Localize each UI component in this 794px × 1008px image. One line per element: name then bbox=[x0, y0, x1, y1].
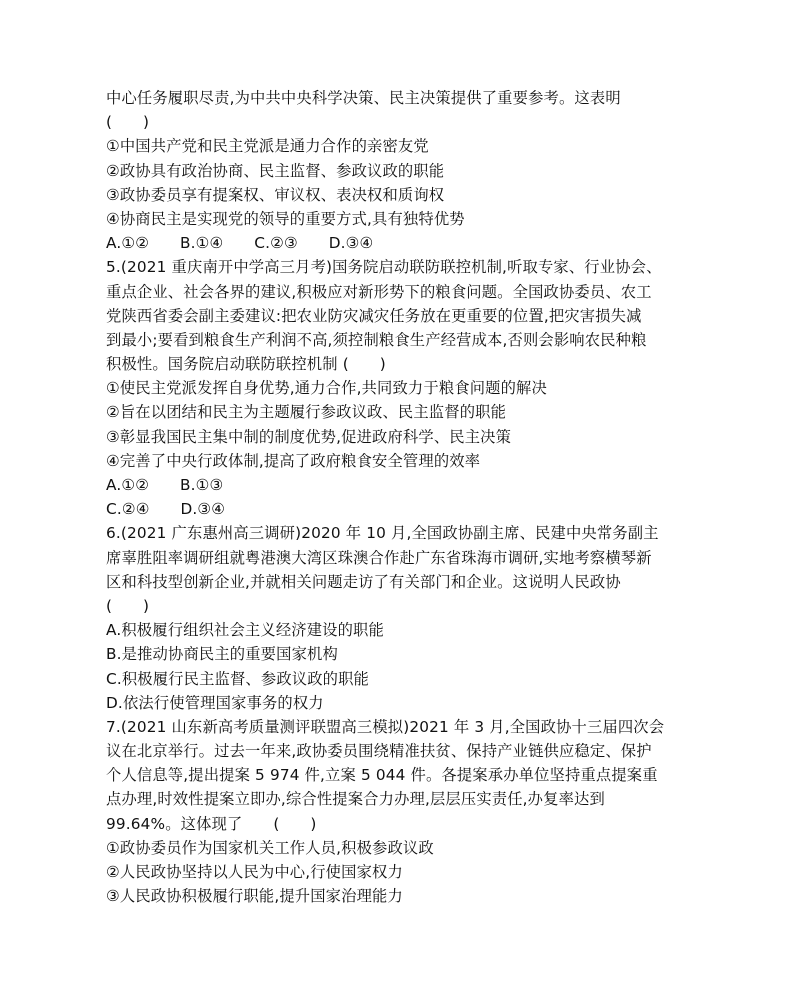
choice-line: A.①② B.①④ C.②③ D.③④ bbox=[106, 234, 374, 253]
text-line: 中心任务履职尽责,为中共中央科学决策、民主决策提供了重要参考。这表明 bbox=[106, 89, 621, 107]
choice-line: D.依法行使管理国家事务的权力 bbox=[106, 693, 324, 712]
text-line: 区和科技型创新企业,并就相关问题走访了有关部门和企业。这说明人民政协 bbox=[106, 572, 621, 591]
choice-line: C.积极履行民主监督、参政议政的职能 bbox=[106, 669, 369, 688]
text-line: 议在北京举行。过去一年来,政协委员围绕精准扶贫、保持产业链供应稳定、保护 bbox=[106, 742, 652, 761]
text-line: 99.64%。这体现了 ( ) bbox=[106, 814, 317, 833]
text-line: 积极性。国务院启动联防联控机制 ( ) bbox=[106, 355, 386, 374]
question-5-line: 5.(2021 重庆南开中学高三月考)国务院启动联防联控机制,听取专家、行业协会、 bbox=[106, 258, 662, 277]
text-line: 个人信息等,提出提案 5 974 件,立案 5 044 件。各提案承办单位坚持重点提案重 bbox=[106, 766, 658, 785]
option-line: ②旨在以团结和民主为主题履行参政议政、民主监督的职能 bbox=[106, 403, 507, 422]
text-line: 重点企业、社会各界的建议,积极应对新形势下的粮食问题。全国政协委员、农工 bbox=[106, 282, 652, 301]
answer-bracket: ( ) bbox=[106, 113, 150, 132]
option-line: ③彰显我国民主集中制的制度优势,促进政府科学、民主决策 bbox=[106, 427, 512, 446]
text-line: 点办理,时效性提案立即办,综合性提案合力办理,层层压实责任,办复率达到 bbox=[106, 790, 605, 809]
choice-line: C.②④ D.③④ bbox=[106, 500, 226, 519]
option-line: ③政协委员享有提案权、审议权、表决权和质询权 bbox=[106, 185, 445, 204]
option-line: ①政协委员作为国家机关工作人员,积极参政议政 bbox=[106, 838, 434, 857]
option-line: ③人民政协积极履行职能,提升国家治理能力 bbox=[106, 887, 403, 906]
option-line: ④完善了中央行政体制,提高了政府粮食安全管理的效率 bbox=[106, 451, 481, 470]
option-line: ④协商民主是实现党的领导的重要方式,具有独特优势 bbox=[106, 209, 465, 228]
option-line: ①中国共产党和民主党派是通力合作的亲密友党 bbox=[106, 137, 429, 156]
choice-line: B.是推动协商民主的重要国家机构 bbox=[106, 645, 338, 664]
text-line: 到最小;要看到粮食生产利润不高,须控制粮食生产经营成本,否则会影响农民种粮 bbox=[106, 330, 647, 349]
choice-line: A.①② B.①③ bbox=[106, 476, 224, 494]
text-line: 席辜胜阻率调研组就粤港澳大湾区珠澳合作赴广东省珠海市调研,实地考察横琴新 bbox=[106, 548, 652, 567]
text-line: 党陕西省委会副主委建议:把农业防灾减灾任务放在更重要的位置,把灾害损失减 bbox=[106, 306, 642, 325]
choice-line: A.积极履行组织社会主义经济建设的职能 bbox=[106, 621, 384, 640]
question-text-block bbox=[106, 86, 706, 908]
answer-bracket: ( ) bbox=[106, 596, 150, 615]
question-7-line: 7.(2021 山东新高考质量测评联盟高三模拟)2021 年 3 月,全国政协十三届四次会 bbox=[106, 717, 665, 736]
option-line: ①使民主党派发挥自身优势,通力合作,共同致力于粮食问题的解决 bbox=[106, 379, 547, 398]
option-line: ②人民政协坚持以人民为中心,行使国家权力 bbox=[106, 863, 403, 881]
option-line: ②政协具有政治协商、民主监督、参政议政的职能 bbox=[106, 161, 445, 180]
question-6-line: 6.(2021 广东惠州高三调研)2020 年 10 月,全国政协副主席、民建中央常务副主 bbox=[106, 524, 659, 543]
